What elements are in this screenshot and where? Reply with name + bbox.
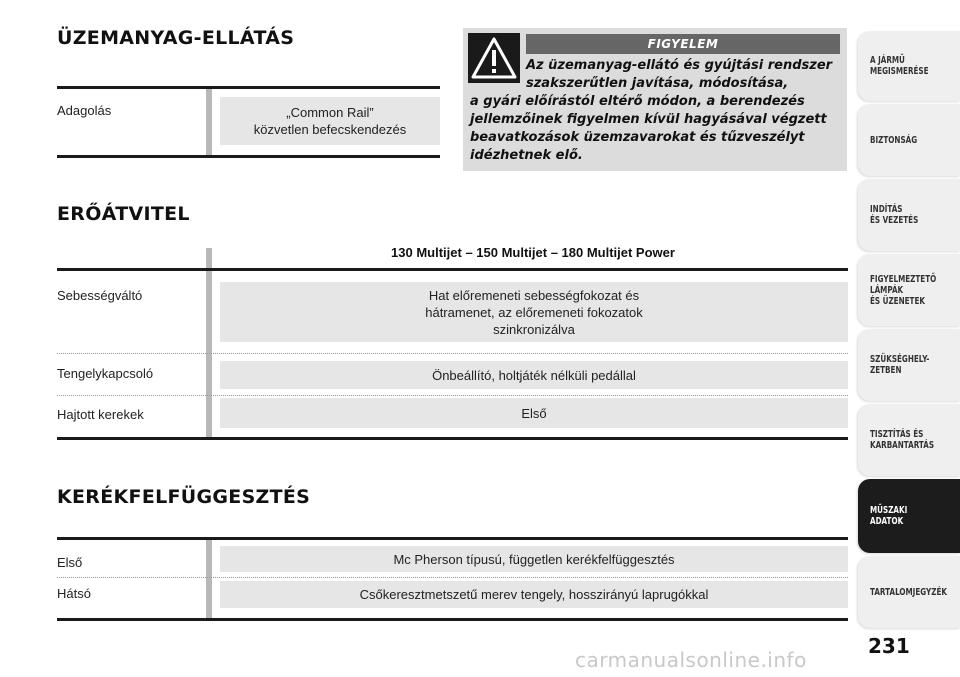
tab-label: TARTALOMJEGYZÉK	[870, 586, 947, 598]
value-line: Önbeállító, holtjáték nélküli pedállal	[432, 367, 636, 383]
tab-label: LÁMPÁK	[870, 284, 904, 296]
watermark: carmanualsonline.info	[575, 648, 807, 672]
table-bottom-rule	[57, 155, 440, 158]
value-line: Csőkeresztmetszetű merev tengely, hosszirányú laprugókkal	[359, 587, 709, 602]
sidebar-tab-szukseghelyzetben[interactable]	[858, 329, 960, 401]
row-label-hatso: Hátsó	[57, 586, 91, 601]
warning-text	[470, 57, 842, 165]
section-title-fuel: ÜZEMANYAG-ELLÁTÁS	[57, 27, 295, 49]
value-line: Első	[521, 405, 547, 421]
sidebar-tab-muszaki-adatok[interactable]	[858, 479, 960, 553]
table-top-rule	[57, 268, 848, 271]
row-value-sebessegvalto	[220, 282, 848, 342]
value-line: szinkronizálva	[493, 321, 575, 337]
warning-line: beavatkozások üzemzavarokat és tűzveszélyt	[470, 130, 805, 145]
column-header: 130 Multijet – 150 Multijet – 180 Multijet Power	[391, 245, 675, 260]
tab-label: ADATOK	[870, 516, 904, 527]
row-value-hatso	[220, 581, 848, 608]
page-number: 231	[868, 634, 910, 658]
row-value-adagolas	[220, 97, 440, 145]
tab-label: ÉS ÜZENETEK	[870, 295, 925, 307]
row-label-elso: Első	[57, 555, 83, 570]
tab-label: MEGISMERÉSE	[870, 66, 929, 77]
warning-line: Az üzemanyag-ellátó és gyújtási rendszer	[526, 58, 833, 73]
sidebar-tab-figyelmezteto-lampak[interactable]	[858, 254, 960, 326]
tab-label: KARBANTARTÁS	[870, 440, 935, 451]
row-value-tengelykapcsolo	[220, 361, 848, 389]
tab-label: SZÜKSÉGHELY-	[870, 354, 930, 365]
warning-line: szakszerűtlen javítása, módosítása,	[526, 76, 789, 91]
table-divider-bar	[206, 540, 212, 618]
value-line: Hat előremeneti sebességfokozat és	[428, 287, 640, 303]
row-label-sebessegvalto: Sebességváltó	[57, 288, 143, 303]
value-line: közvetlen befecskendezés	[253, 122, 407, 137]
value-line: hátramenet, az előremeneti fokozatok	[425, 304, 643, 320]
sidebar-tab-jarmu-megismerese[interactable]	[858, 31, 960, 101]
table-top-rule	[57, 86, 440, 89]
table-divider-bar	[206, 248, 212, 438]
section-title-suspension: KERÉKFELFÜGGESZTÉS	[57, 486, 311, 508]
tab-label: TISZTÍTÁS ÉS	[870, 429, 924, 440]
row-label-tengelykapcsolo: Tengelykapcsoló	[57, 366, 154, 381]
tab-label: MŰSZAKI	[870, 505, 908, 516]
warning-line: a gyári előírástól eltérő módon, a berendezés	[470, 94, 805, 109]
value-line: Mc Pherson típusú, független kerékfelfüggesztés	[393, 551, 675, 567]
warning-title: FIGYELEM	[526, 34, 840, 54]
row-separator	[57, 353, 848, 354]
row-label-hajtott-kerekek: Hajtott kerekek	[57, 407, 144, 422]
sidebar-tab-biztonsag[interactable]	[858, 104, 960, 176]
table-top-rule	[57, 537, 848, 540]
tab-label: ÉS VEZETÉS	[870, 215, 919, 226]
sidebar-tab-inditas-es-vezetes[interactable]	[858, 179, 960, 251]
row-value-elso	[220, 546, 848, 572]
tab-label: BIZTONSÁG	[870, 134, 918, 146]
row-value-hajtott-kerekek	[220, 398, 848, 428]
value-line: „Common Rail”	[286, 105, 374, 120]
table-bottom-rule	[57, 618, 848, 621]
sidebar-tab-tartalomjegyzek[interactable]	[858, 556, 960, 628]
warning-line: idézhetnek elő.	[470, 148, 583, 163]
row-separator	[57, 395, 848, 396]
tab-label: FIGYELMEZTETŐ	[870, 273, 937, 285]
tab-label: ZETBEN	[870, 365, 902, 376]
row-separator	[57, 577, 848, 578]
tab-label: A JÁRMŰ	[870, 55, 905, 66]
warning-line: jellemzőinek figyelmen kívül hagyásával végzett	[470, 112, 827, 127]
section-title-transmission: ERŐÁTVITEL	[57, 203, 190, 225]
table-divider-bar	[206, 89, 212, 155]
sidebar-tab-tisztitas-es-karbantartas[interactable]	[858, 404, 960, 476]
table-bottom-rule	[57, 437, 848, 440]
tab-label: INDÍTÁS	[870, 204, 903, 215]
row-label-adagolas: Adagolás	[57, 103, 112, 118]
